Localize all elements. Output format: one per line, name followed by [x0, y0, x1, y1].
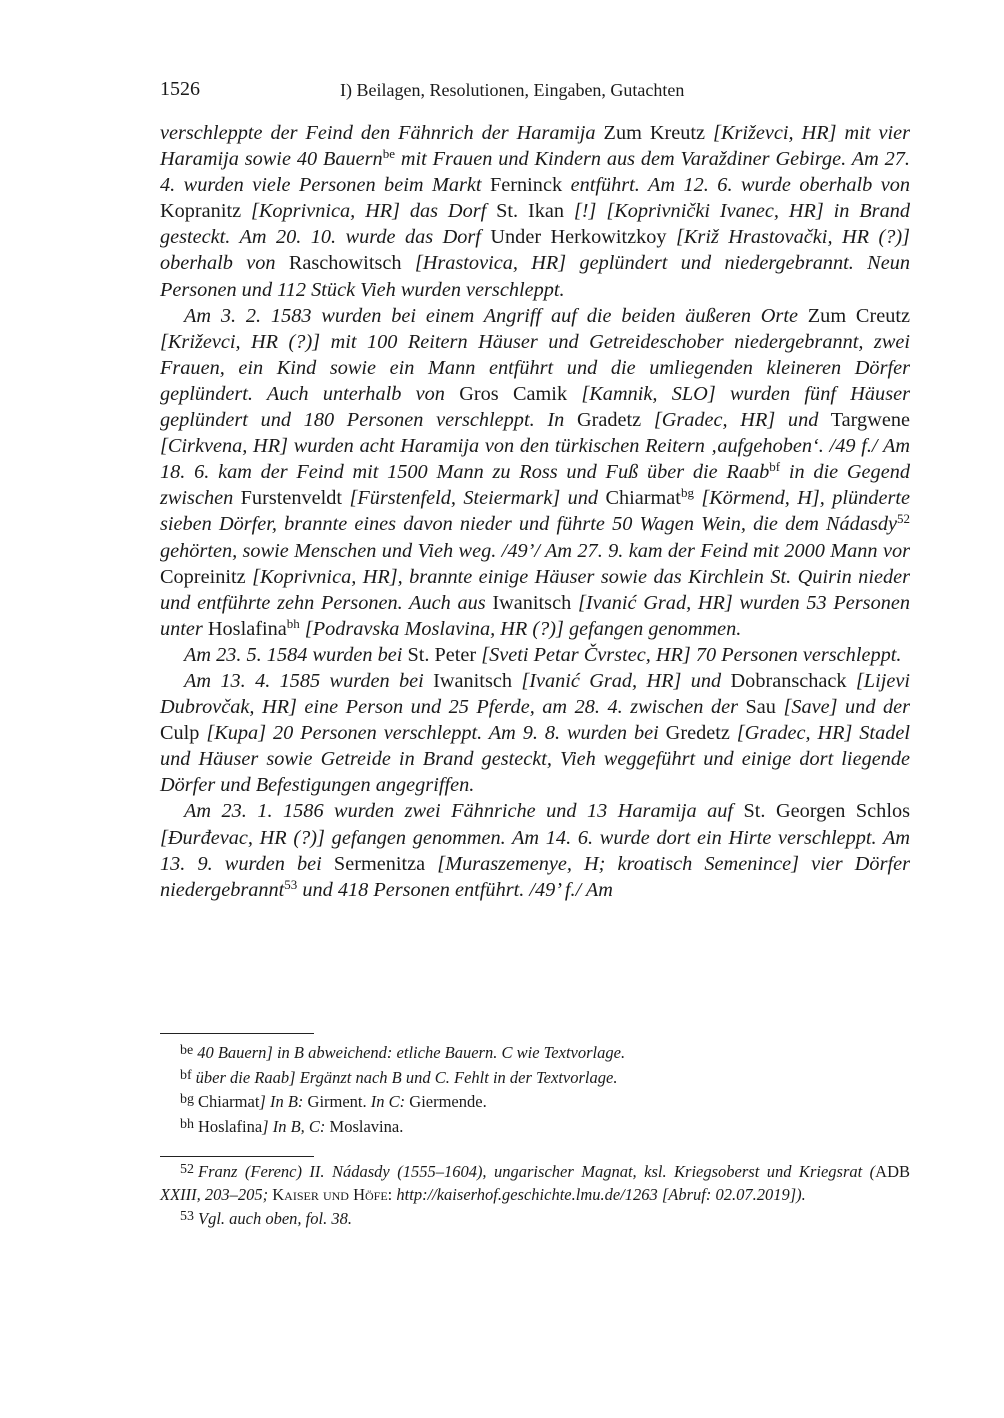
note [160, 1065, 910, 1090]
roman-text: Dobranschack [721, 669, 856, 692]
italic-text: verschleppte der Feind den Fähnrich der Haramija [160, 122, 596, 144]
note-reference: 53 [284, 876, 298, 892]
italic-text: http://kaiserhof.geschichte.lmu.de/1263 [Abruf: 02.07.2019]). [392, 1184, 806, 1204]
note-marker: bf [180, 1067, 192, 1083]
small-caps-text: Kaiser und Höfe: [272, 1184, 393, 1204]
roman-text: Giermende. [405, 1092, 487, 1111]
note-reference: be [382, 146, 395, 162]
page [160, 78, 910, 903]
italic-text: [Cirkvena, HR] wurden acht Haramija von den türkischen Reitern ‚aufgehoben‘. /49 f./ Am 18. 6. kam der Feind mit 1500 Mann zu Ross und Fuß über die Raab [160, 435, 910, 484]
italic-text: mit Frauen und Kindern aus dem Varaždiner Gebirge. Am 27. 4. wurden viele Personen beim Markt [160, 148, 910, 197]
paragraph [160, 798, 910, 902]
italic-text: [Muraszemenye, H; kroatisch Semenince] vier Dörfer niedergebrannt [160, 852, 910, 901]
italic-text: [Križevci, HR] mit vier Haramija sowie 40 Bauern [160, 122, 910, 171]
paragraph [160, 120, 910, 303]
italic-text: [!] [Koprivnički Ivanec, HR] in Brand gesteckt. Am 20. 10. wurde das Dorf [160, 200, 910, 249]
critical-apparatus [160, 1040, 910, 1138]
note [160, 1159, 910, 1206]
italic-text: Am 23. 5. 1584 wurden bei [184, 643, 403, 666]
note-marker: bh [180, 1116, 194, 1132]
italic-text: [Kupa] 20 Personen verschleppt. Am 9. 8. wurden bei [206, 722, 659, 745]
roman-text: Culp [160, 722, 207, 745]
roman-text: St. Peter [402, 643, 482, 666]
italic-text: [Koprivnica, HR], brannte einige Häuser sowie das Kirchlein St. Quirin nieder und entführte zehn Personen. Auch aus [160, 565, 910, 614]
italic-text: 40 Bauern] in B abweichend: etliche Bauern. C wie Textvorlage. [197, 1043, 626, 1062]
italic-text: [Kamnik, SLO] wurden fünf Häuser geplündert und 180 Personen verschleppt. In [160, 382, 910, 432]
footnotes [160, 1159, 910, 1231]
note [160, 1089, 910, 1114]
italic-text: [Gradec, HR] Stadel und Häuser sowie Getreide in Brand gesteckt, Vieh weggeführt und einige dort liegende Dörfer und Befestigungen angegriffen. [160, 722, 910, 797]
italic-text: Franz (Ferenc) II. Nádasdy (1555–1604), ungarischer Magnat, ksl. Kriegsoberst und Kriegsrat ( [198, 1162, 876, 1181]
italic-text: [Lijevi Dubrovčak, HR] eine Person und 25 Pferde, am 28. 4. zwischen der [160, 669, 910, 719]
main-text [160, 120, 910, 903]
italic-text: [Ivanić Grad, HR] wurden 53 Personen unter [160, 591, 910, 640]
italic-text: in die Gegend zwischen [160, 461, 910, 510]
roman-text: ADB [875, 1162, 910, 1181]
italic-text: [Ivanić Grad, HR] und [521, 669, 722, 692]
roman-text: Gredetz [658, 722, 737, 745]
italic-text: In C: [370, 1092, 406, 1111]
critical-notes-rule [160, 1033, 314, 1034]
italic-text: [Križ Hrastovački, HR (?)] oberhalb von [160, 226, 910, 275]
roman-text: Furstenveldt [233, 487, 350, 510]
roman-text: Iwanitsch [423, 669, 522, 692]
italic-text: [Đurđevac, HR (?)] gefangen genommen. Am 14. 6. wurde dort ein Hirte verschleppt. Am 13. 9. wurden bei [160, 826, 910, 875]
note-marker: 53 [180, 1209, 194, 1224]
roman-text: Sermenitza [321, 852, 438, 875]
roman-text: Under Herkowitzkoy [480, 226, 677, 249]
paragraph [160, 303, 910, 642]
roman-text: Copreinitz [160, 565, 253, 588]
italic-text: [Podravska Moslavina, HR (?)] gefangen genommen. [299, 617, 742, 640]
roman-text: Moslavina. [325, 1116, 404, 1136]
roman-text: Ferninck [481, 174, 571, 197]
italic-text: [Gradec, HR] und [653, 409, 819, 432]
italic-text: Am 3. 2. 1583 wurden bei einem Angriff auf die beiden äußeren Orte [184, 304, 798, 327]
italic-text: [Koprivnica, HR] das Dorf [250, 200, 487, 223]
italic-text: [Fürstenfeld, Steiermark] und [349, 487, 599, 510]
italic-text: und 418 Personen entführt. /49’ f./ Am [297, 878, 613, 901]
note-marker: be [180, 1043, 194, 1058]
note [160, 1206, 910, 1231]
roman-text: Raschowitsch [275, 252, 415, 275]
italic-text: [Save] und der [783, 696, 911, 719]
roman-text: Gros Camik [444, 382, 582, 405]
page-number: 1526 [160, 78, 200, 100]
paragraph [160, 668, 910, 798]
note-reference: bh [286, 615, 300, 631]
italic-text: [Križevci, HR (?)] mit 100 Reitern Häuser und Getreideschober niedergebrannt, zwei Frauen, ein Kind sowie ein Mann entführt und die umliegenden kleineren Dörfer geplündert. Auch unterhalb von [160, 330, 910, 405]
italic-text: [Körmend, H], plünderte sieben Dörfer, brannte eines davon nieder und führte 50 Wagen Wein, die dem Nádasdy [160, 487, 910, 536]
italic-text: Am 13. 4. 1585 wurden bei [184, 669, 424, 692]
italic-text: über die Raab] Ergänzt nach B und C. Fehlt in der Textvorlage. [195, 1067, 618, 1087]
roman-text: Chiarmat [198, 1092, 260, 1111]
note [160, 1114, 910, 1139]
italic-text: [Hrastovica, HR] geplündert und niedergebrannt. Neun Personen und 112 Stück Vieh wurden verschleppt. [160, 252, 910, 301]
running-title: I) Beilagen, Resolutionen, Eingaben, Gutachten [340, 80, 685, 100]
italic-text: Am 23. 1. 1586 wurden zwei Fähnriche und 13 Haramija auf [184, 800, 734, 823]
note-reference: bf [769, 459, 781, 475]
italic-text: gehörten, sowie Menschen und Vieh weg. /49’/ Am 27. 9. kam der Feind mit 2000 Mann vor [160, 539, 910, 562]
roman-text: Iwanitsch [485, 591, 578, 614]
roman-text: St. Georgen Schlos [733, 800, 910, 823]
italic-text: ] In B: [259, 1092, 304, 1111]
note-reference: 52 [897, 511, 910, 527]
footnotes-rule [160, 1156, 314, 1157]
roman-text: Kopranitz [160, 200, 251, 223]
running-header [160, 78, 910, 108]
roman-text: Hoslafina [198, 1116, 263, 1136]
italic-text: ] In B, C: [262, 1116, 326, 1136]
roman-text: Hoslafina [202, 617, 287, 640]
roman-text: Girment. [303, 1092, 371, 1111]
roman-text: Zum Kreutz [595, 122, 714, 144]
italic-text: Vgl. auch oben, fol. 38. [198, 1209, 352, 1228]
note-marker: bg [180, 1092, 194, 1107]
italic-text: entführt. Am 12. 6. wurde oberhalb von [570, 174, 911, 197]
italic-text: [Sveti Petar Čvrstec, HR] 70 Personen verschleppt. [481, 643, 902, 666]
roman-text: St. Ikan [486, 200, 574, 223]
roman-text: Gradetz [564, 409, 654, 432]
roman-text: Targwene [818, 409, 910, 432]
italic-text: XXIII, 203–205; [160, 1184, 273, 1204]
roman-text: Zum Creutz [797, 304, 910, 327]
note-marker: 52 [180, 1162, 194, 1177]
note [160, 1040, 910, 1065]
roman-text: Sau [737, 696, 784, 719]
note-reference: bg [680, 485, 694, 501]
roman-text: Chiarmat [598, 487, 681, 510]
paragraph [160, 642, 910, 668]
